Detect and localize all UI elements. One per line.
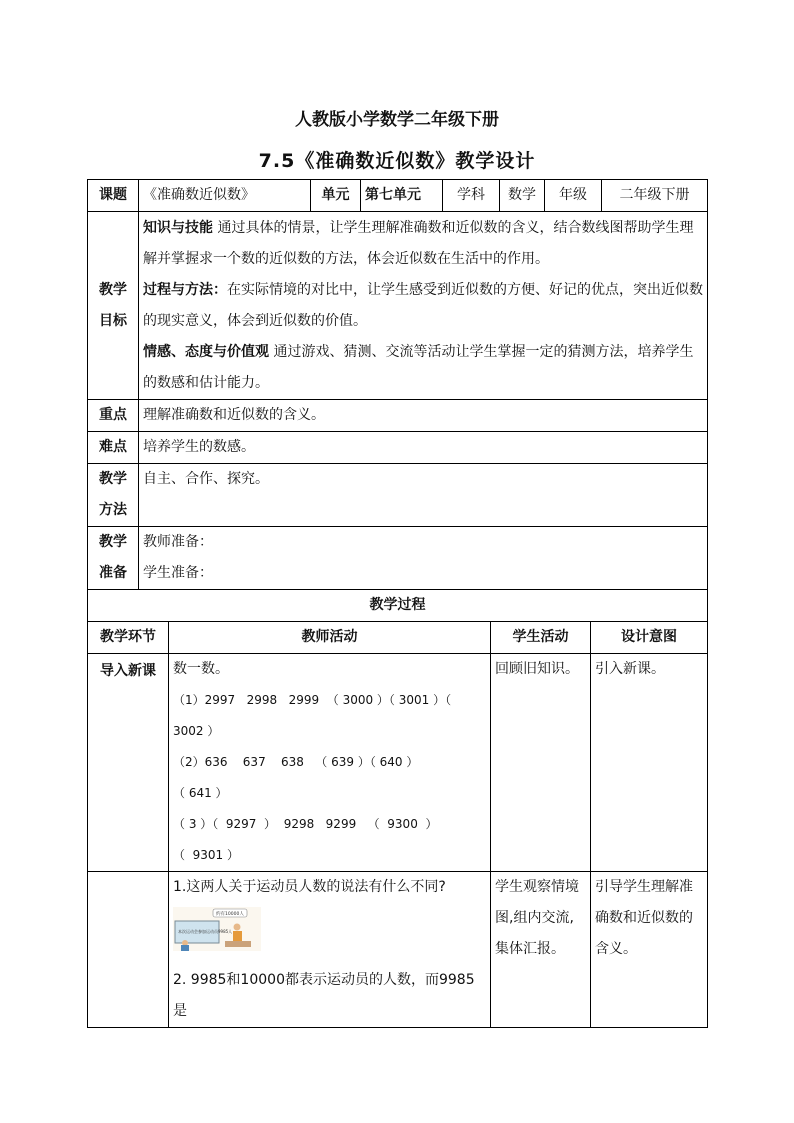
grade-label: 年级 <box>545 180 602 212</box>
goal-attitude-text: 通过游戏、猜测、交流等活动让学生掌握一定的猜测方法，培养学生的数感和估计能力。 <box>143 344 694 391</box>
goal-knowledge-text: 通过具体的情景，让学生理解准确数和近似数的含义，结合数线图帮助学生理解并掌握求一个数的近似数的方法，体会近似数在生活中的作用。 <box>143 220 694 267</box>
goal-attitude-title: 情感、态度与价值观 <box>143 344 269 360</box>
goal-knowledge <box>143 213 703 275</box>
method-label-line2: 方法 <box>99 502 127 518</box>
prep-label-line2: 准备 <box>99 565 127 581</box>
subject-value: 数学 <box>500 180 545 212</box>
count-instruction: 数一数。 <box>173 661 229 677</box>
key-value: 理解准确数和近似数的含义。 <box>139 400 708 432</box>
unit-label: 单元 <box>311 180 361 212</box>
method-value: 自主、合作、探究。 <box>139 464 708 527</box>
subject-label: 学科 <box>443 180 500 212</box>
key-label: 重点 <box>88 400 139 432</box>
difficulty-value: 培养学生的数感。 <box>139 432 708 464</box>
goals-label <box>88 212 139 400</box>
goals-label-line1: 教学 <box>99 281 127 298</box>
intent-intro: 引入新课。 <box>591 654 708 872</box>
grade-value: 二年级下册 <box>602 180 708 212</box>
unit-value: 第七单元 <box>361 180 443 212</box>
student-activity-explore: 学生观察情境图,组内交流,集体汇报。 <box>491 872 591 1028</box>
question-2: 2. 9985和10000都表示运动员的人数，而9985是 <box>173 972 475 1019</box>
count-line-5: （ 3 ）（ 9297 ） 9298 9299 （ 9300 ） <box>173 817 438 831</box>
goals-label-line2: 目标 <box>99 312 127 329</box>
goal-process-title: 过程与方法： <box>143 282 227 298</box>
document-subtitle: 7.5《准确数近似数》教学设计 <box>258 150 536 172</box>
screen-text: 本次运动会参加运动员9985人 <box>178 929 233 934</box>
method-label <box>88 464 139 527</box>
count-line-2: 3002 ） <box>173 724 220 738</box>
count-line-6: （ 9301 ） <box>173 848 239 862</box>
prep-label-line1: 教学 <box>99 534 127 550</box>
process-table <box>87 589 708 1028</box>
question-1: 1.这两人关于运动员人数的说法有什么不同? <box>173 879 446 895</box>
speech-bubble-text: 约有10000人 <box>216 912 244 917</box>
teacher-activity-explore <box>169 872 491 1028</box>
student-activity-intro: 回顾旧知识。 <box>491 654 591 872</box>
process-heading: 教学过程 <box>88 590 708 622</box>
count-line-3: （2）636 637 638 （ 639 ）（ 640 ） <box>173 755 419 769</box>
col-teacher: 教师活动 <box>169 622 491 654</box>
prep-student: 学生准备： <box>143 565 213 581</box>
count-line-4: （ 641 ） <box>173 786 228 800</box>
goals-content <box>139 212 708 400</box>
course-label: 课题 <box>88 180 139 212</box>
difficulty-label: 难点 <box>88 432 139 464</box>
col-student: 学生活动 <box>491 622 591 654</box>
prep-label <box>88 527 139 590</box>
col-stage: 教学环节 <box>88 622 169 654</box>
goal-knowledge-title: 知识与技能 <box>143 220 213 236</box>
scene-illustration <box>173 907 261 951</box>
course-value: 《准确数近似数》 <box>139 180 311 212</box>
goal-process <box>143 275 703 337</box>
document-title: 人教版小学数学二年级下册 <box>295 110 499 130</box>
lesson-info-table <box>87 179 708 590</box>
prep-teacher: 教师准备： <box>143 534 213 550</box>
stage-intro: 导入新课 <box>88 654 169 872</box>
intent-explore: 引导学生理解准确数和近似数的含义。 <box>591 872 708 1028</box>
method-label-line1: 教学 <box>99 471 127 487</box>
scene-illustration-svg <box>173 907 261 951</box>
teacher-activity-intro <box>169 654 491 872</box>
goal-process-text: 在实际情境的对比中，让学生感受到近似数的方便、好记的优点，突出近似数的现实意义，体会到近似数的价值。 <box>143 282 703 329</box>
col-intent: 设计意图 <box>591 622 708 654</box>
stage-explore <box>88 872 169 1028</box>
goal-attitude <box>143 337 703 399</box>
prep-content <box>139 527 708 590</box>
count-line-1: （1）2997 2998 2999 （ 3000 ）（ 3001 ）（ <box>173 693 452 707</box>
